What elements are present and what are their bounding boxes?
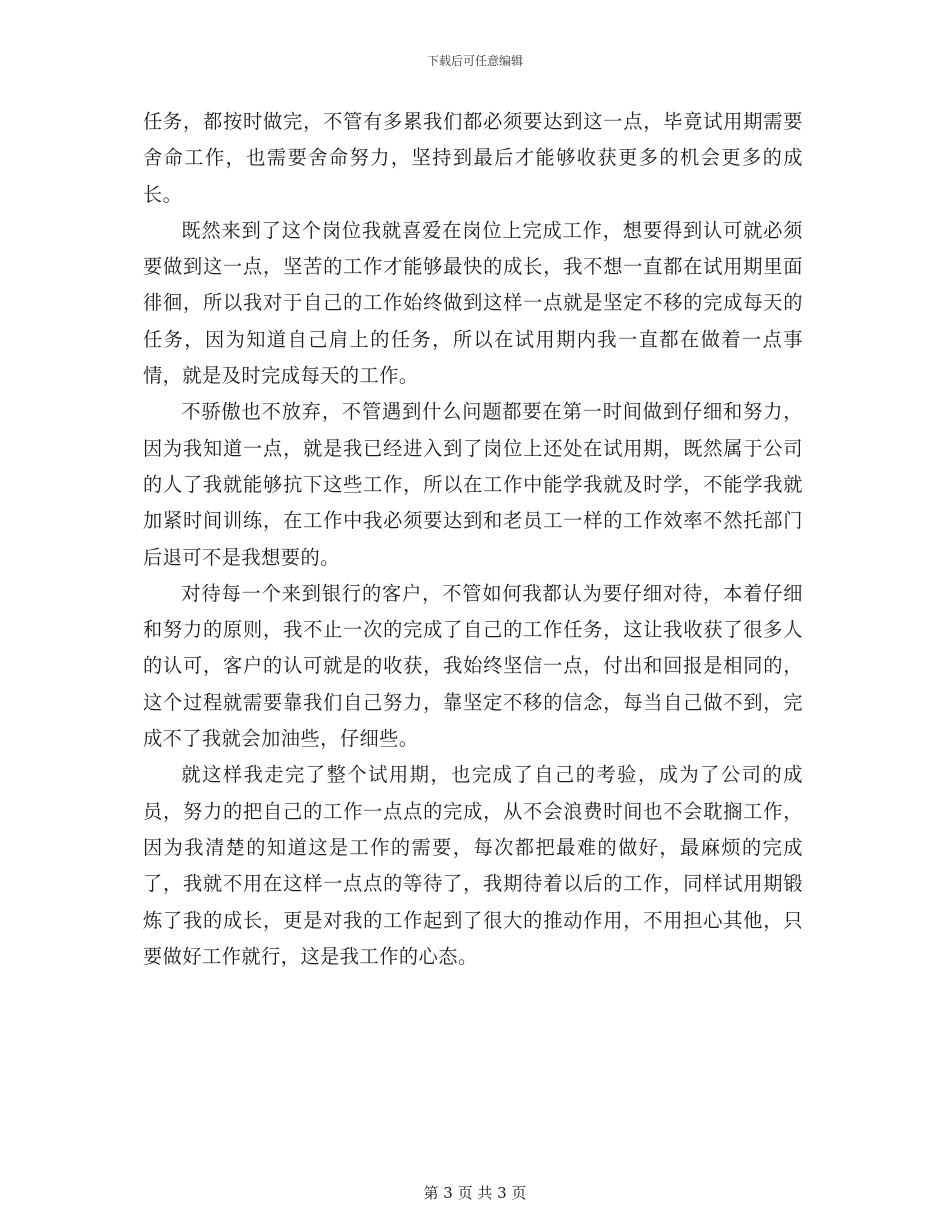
page-header: 下载后可任意编辑 <box>426 54 523 68</box>
paragraph: 既然来到了这个岗位我就喜爱在岗位上完成工作，想要得到认可就必须要做到这一点，坚苦的工作才能够最快的成长，我不想一直都在试用期里面徘徊，所以我对于自己的工作始终做到这样一点就是坚定不移的完成每天的任务，因为知道自己肩上的任务，所以在试用期内我一直都在做着一点事情，就是及时完成每天的工作。 <box>143 218 803 388</box>
document-body <box>143 104 803 975</box>
paragraph: 对待每一个来到银行的客户，不管如何我都认为要仔细对待，本着仔细和努力的原则，我不止一次的完成了自己的工作任务，这让我收获了很多人的认可，客户的认可就是的收获，我始终坚信一点，付出和回报是相同的，这个过程就需要靠我们自己努力，靠坚定不移的信念，每当自己做不到，完成不了我就会加油些，仔细些。 <box>143 581 803 751</box>
paragraph-continued: 任务，都按时做完，不管有多累我们都必须要达到这一点，毕竟试用期需要舍命工作，也需要舍命努力，坚持到最后才能够收获更多的机会更多的成长。 <box>143 110 803 206</box>
paragraph: 就这样我走完了整个试用期，也完成了自己的考验，成为了公司的成员，努力的把自己的工作一点点的完成，从不会浪费时间也不会耽搁工作，因为我清楚的知道这是工作的需要，每次都把最难的做好，最麻烦的完成了，我就不用在这样一点点的等待了，我期待着以后的工作，同样试用期锻炼了我的成长，更是对我的工作起到了很大的推动作用，不用担心其他，只要做好工作就行，这是我工作的心态。 <box>143 763 803 968</box>
page-number-footer: 第 3 页 共 3 页 <box>423 1184 527 1202</box>
paragraph: 不骄傲也不放弃，不管遇到什么问题都要在第一时间做到仔细和努力，因为我知道一点，就是我已经进入到了岗位上还处在试用期，既然属于公司的人了我就能够抗下这些工作，所以在工作中能学我就及时学，不能学我就加紧时间训练，在工作中我必须要达到和老员工一样的工作效率不然托部门后退可不是我想要的。 <box>143 400 803 569</box>
